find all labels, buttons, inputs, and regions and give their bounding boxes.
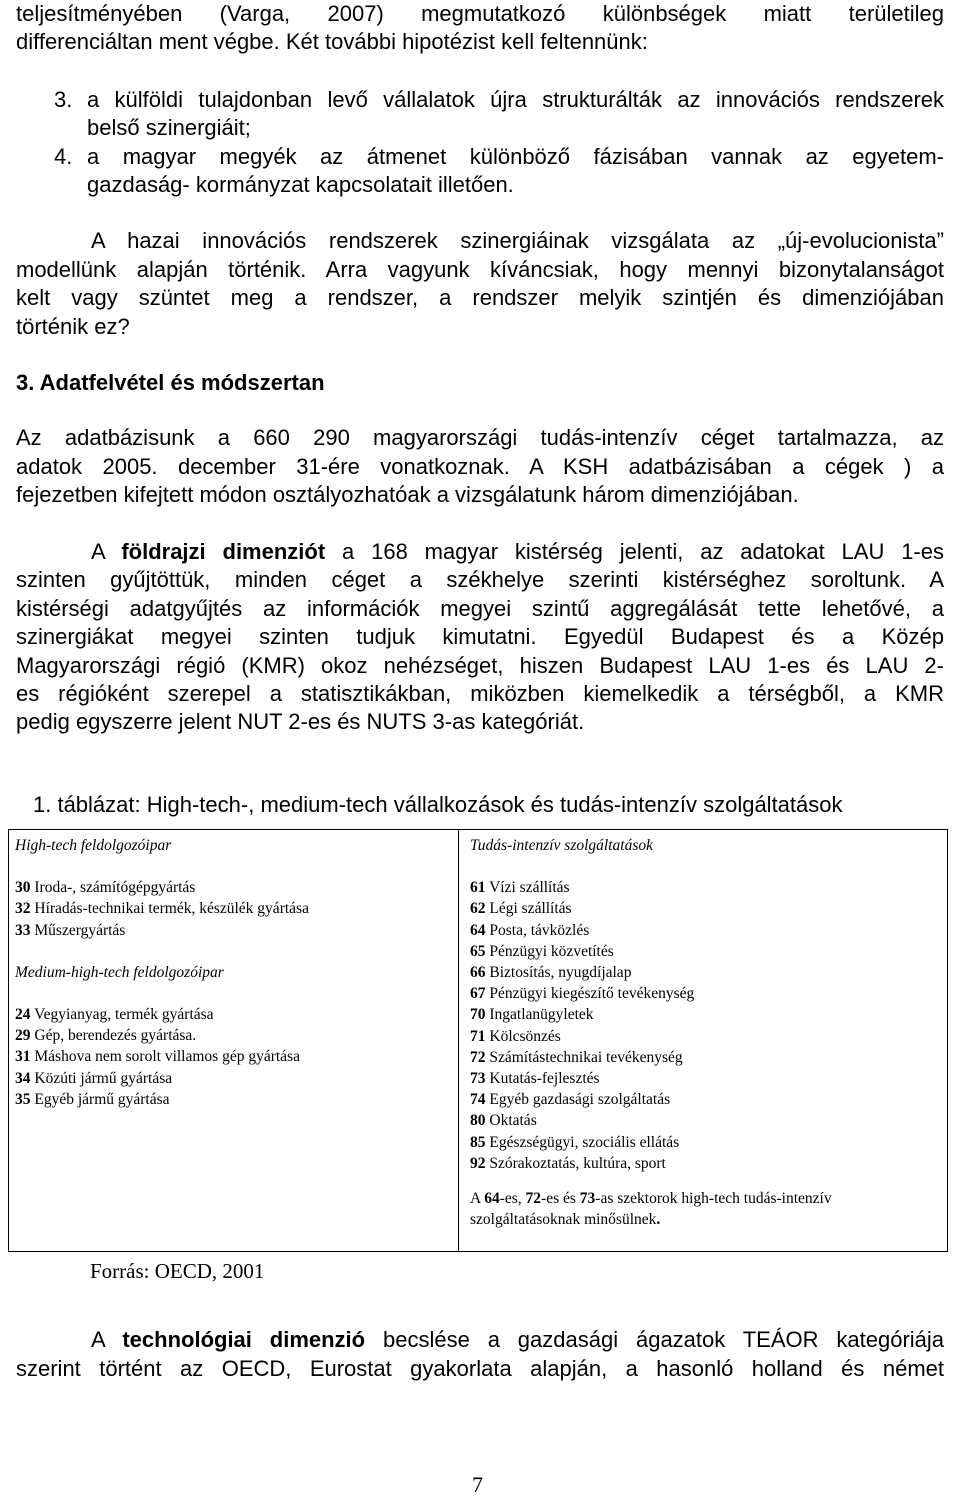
para3-line-3: kistérségi adatgyűjtés az információk megyei szintű aggregálását tette lehetővé, a bbox=[16, 596, 944, 621]
high-tech-heading: High-tech feldolgozóipar bbox=[15, 837, 172, 854]
geographic-dimension-term: földrajzi dimenziót bbox=[121, 539, 326, 564]
list-item: 72 Számítástechnikai tevékenység bbox=[470, 1048, 683, 1066]
intro-line-2: differenciáltan ment végbe. Két további hipotézist kell feltennünk: bbox=[16, 29, 648, 54]
table-source: Forrás: OECD, 2001 bbox=[90, 1259, 265, 1283]
para1-line-4: történik ez? bbox=[16, 314, 130, 339]
list-item: 64 Posta, távközlés bbox=[470, 921, 590, 939]
list-item: 62 Légi szállítás bbox=[470, 900, 572, 918]
list-item: 73 Kutatás-fejlesztés bbox=[470, 1070, 600, 1088]
para3-line-1: A földrajzi dimenziót a 168 magyar kistérség jelenti, az adatokat LAU 1-es bbox=[91, 539, 944, 564]
page-number: 7 bbox=[472, 1472, 483, 1497]
knowledge-intensive-heading: Tudás-intenzív szolgáltatások bbox=[470, 837, 653, 854]
para1-line-3: kelt vagy szüntet meg a rendszer, a rendszer melyik szintjén és dimenziójában bbox=[16, 285, 944, 310]
technological-dimension-term: technológiai dimenzió bbox=[122, 1327, 366, 1352]
para4-line-2: szerint történt az OECD, Eurostat gyakorlata alapján, a hasonló holland és német bbox=[16, 1356, 944, 1381]
list-item: 71 Kölcsönzés bbox=[470, 1027, 561, 1045]
list-item: 31 Máshova nem sorolt villamos gép gyártása bbox=[15, 1048, 300, 1066]
hypothesis-number-3: 3. bbox=[54, 87, 73, 112]
medium-high-tech-heading: Medium-high-tech feldolgozóipar bbox=[15, 963, 224, 981]
list-item: 74 Egyéb gazdasági szolgáltatás bbox=[470, 1091, 671, 1109]
table-right-column bbox=[470, 835, 940, 1230]
para3-line-7: pedig egyszerre jelent NUT 2-es és NUTS 3-as kategóriát. bbox=[16, 709, 585, 734]
list-item: 29 Gép, berendezés gyártása. bbox=[15, 1027, 197, 1045]
list-item: 32 Híradás-technikai termék, készülék gyártása bbox=[15, 900, 309, 918]
list-item: 24 Vegyianyag, termék gyártása bbox=[15, 1006, 214, 1024]
para2-line-2: adatok 2005. december 31-ére vonatkoznak. A KSH adatbázisában a cégek ) a bbox=[16, 454, 944, 479]
hypothesis-3-line-2: belső szinergiáit; bbox=[87, 115, 251, 140]
list-item: 92 Szórakoztatás, kultúra, sport bbox=[470, 1154, 666, 1172]
list-item: 66 Biztosítás, nyugdíjalap bbox=[470, 964, 632, 982]
table-left-column bbox=[15, 835, 451, 1110]
list-item: 34 Közúti jármű gyártása bbox=[15, 1069, 173, 1087]
list-item: 67 Pénzügyi kiegészítő tevékenység bbox=[470, 985, 695, 1003]
table-note: A 64-es, 72-es és 73-as szektorok high-tech tudás-intenzív szolgáltatásoknak minősülnek. bbox=[470, 1190, 832, 1229]
sector-table bbox=[8, 829, 948, 1252]
hypothesis-4-line-2: gazdaság- kormányzat kapcsolatait illetően. bbox=[87, 172, 514, 197]
para1-line-1: A hazai innovációs rendszerek szinergiáinak vizsgálata az „új-evolucionista” bbox=[91, 228, 944, 253]
list-item: 80 Oktatás bbox=[470, 1112, 537, 1130]
para2-line-3: fejezetben kifejtett módon osztályozhatóak a vizsgálatunk három dimenziójában. bbox=[16, 482, 799, 507]
section-heading: 3. Adatfelvétel és módszertan bbox=[16, 370, 325, 395]
intro-line-1: teljesítményében (Varga, 2007) megmutatkozó különbségek miatt területileg bbox=[16, 1, 944, 26]
para4-line-1: A technológiai dimenzió becslése a gazdasági ágazatok TEÁOR kategóriája bbox=[91, 1327, 945, 1352]
para3-line-4: szinergiákat megyei szinten tudjuk kimutatni. Egyedül Budapest és a Közép bbox=[16, 624, 944, 649]
para3-line-5: Magyarországi régió (KMR) okoz nehézséget, hiszen Budapest LAU 1-es és LAU 2- bbox=[16, 653, 944, 678]
list-item: 33 Műszergyártás bbox=[15, 921, 126, 939]
list-item: 70 Ingatlanügyletek bbox=[470, 1006, 594, 1024]
table-column-divider bbox=[458, 830, 459, 1251]
table-caption: 1. táblázat: High-tech-, medium-tech vállalkozások és tudás-intenzív szolgáltatások bbox=[33, 792, 843, 817]
para1-line-2: modellünk alapján történik. Arra vagyunk kíváncsiak, hogy mennyi bizonytalanságot bbox=[16, 257, 944, 282]
list-item: 35 Egyéb jármű gyártása bbox=[15, 1090, 170, 1108]
list-item: 30 Iroda-, számítógépgyártás bbox=[15, 879, 196, 897]
list-item: 61 Vízi szállítás bbox=[470, 879, 570, 897]
hypothesis-3-line-1: a külföldi tulajdonban levő vállalatok újra strukturálták az innovációs rendszerek bbox=[87, 87, 944, 112]
para3-line-2: szinten gyűjtöttük, minden céget a székhelye szerinti kistérséghez soroltunk. A bbox=[16, 567, 944, 592]
para2-line-1: Az adatbázisunk a 660 290 magyarországi tudás-intenzív céget tartalmazza, az bbox=[16, 425, 944, 450]
hypothesis-4-line-1: a magyar megyék az átmenet különböző fázisában vannak az egyetem- bbox=[87, 144, 944, 169]
list-item: 85 Egészségügyi, szociális ellátás bbox=[470, 1133, 680, 1151]
para3-line-6: es régióként szerepel a statisztikákban, miközben kiemelkedik a térségből, a KMR bbox=[16, 681, 944, 706]
hypothesis-number-4: 4. bbox=[54, 144, 73, 169]
list-item: 65 Pénzügyi közvetítés bbox=[470, 942, 614, 960]
